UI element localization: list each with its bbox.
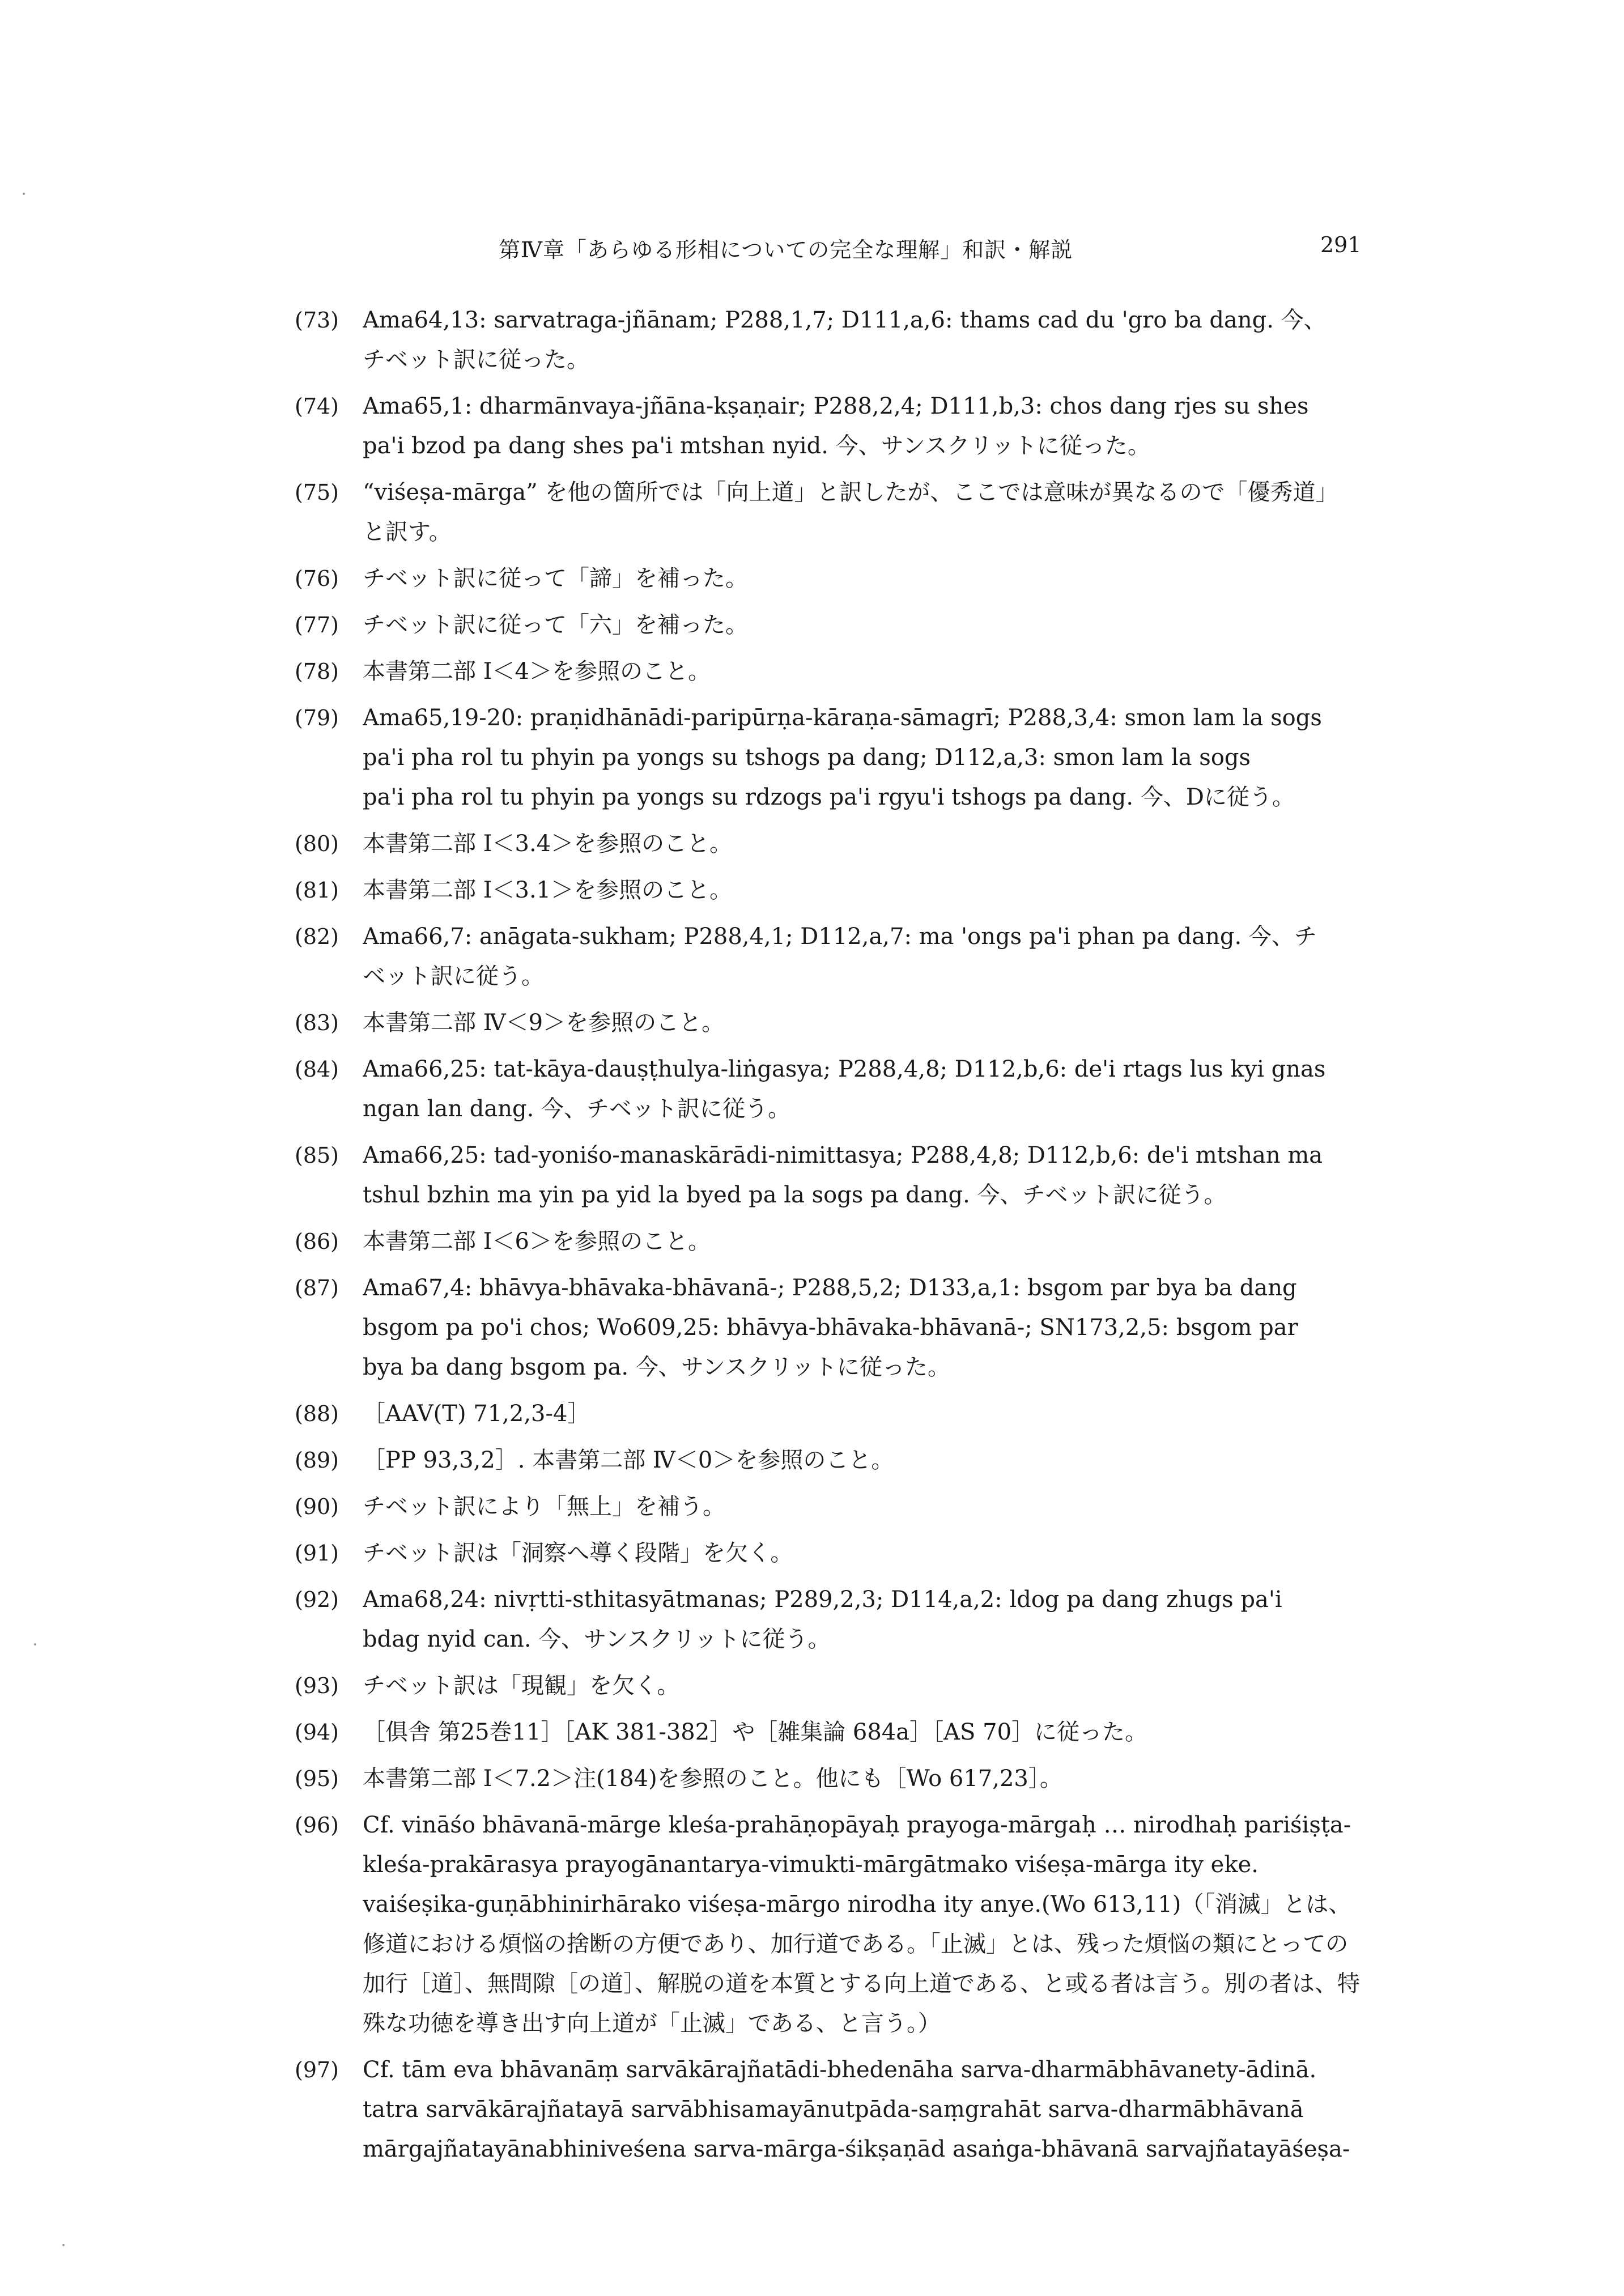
endnote-number: (87) [295, 1275, 339, 1300]
endnote-text [329, 1759, 1394, 1798]
endnote-line: ベット訳に従う。 [363, 963, 544, 989]
endnote-number: (74) [295, 394, 339, 419]
endnote-line: bsgom pa po'i chos; Wo609,25: bhāvya-bhāvaka-bhāvanā-; SN173,2,5: bsgom par [363, 1315, 1298, 1341]
endnote-number: (73) [295, 308, 339, 333]
page-number: 291 [1320, 232, 1362, 257]
endnote-line: チベット訳に従った。 [363, 347, 589, 373]
endnote-line: ngan lan dang. 今、チベット訳に従う。 [363, 1096, 791, 1122]
endnote-number: (79) [295, 705, 339, 730]
endnote-number: (97) [295, 2057, 339, 2082]
endnote-line: チベット訳に従って「諦」を補った。 [363, 566, 748, 592]
endnote-number: (95) [295, 1766, 339, 1791]
endnote [295, 2050, 1394, 2169]
endnote-line: bdag nyid can. 今、サンスクリットに従う。 [363, 1626, 831, 1652]
endnote-line: Cf. tām eva bhāvanāṃ sarvākārajñatādi-bhedenāha sarva-dharmābhāvanety-ādinā. [363, 2057, 1317, 2083]
endnote-text [329, 1805, 1394, 2043]
endnote-line: Ama66,25: tat-kāya-dauṣṭhulya-liṅgasya; P288,4,8; D112,b,6: de'i rtags lus kyi gnas [363, 1056, 1326, 1082]
endnote-line: チベット訳に従って「六」を補った。 [363, 612, 748, 638]
endnote-text [329, 473, 1394, 552]
endnote [295, 473, 1394, 552]
endnote-number: (94) [295, 1720, 339, 1745]
endnote [295, 1394, 1394, 1434]
endnote-text [329, 652, 1394, 691]
endnote [295, 386, 1394, 466]
endnote-line: Ama65,19-20: praṇidhānādi-paripūrṇa-kāraṇa-sāmagrī; P288,3,4: smon lam la sogs [363, 705, 1322, 731]
endnote [295, 1666, 1394, 1706]
endnote-line: 本書第二部 Ⅰ＜6＞を参照のこと。 [363, 1228, 711, 1255]
endnote-line: と訳す。 [363, 519, 452, 545]
endnote-text [329, 870, 1394, 910]
endnote [295, 1580, 1394, 1659]
endnote-text [329, 1580, 1394, 1659]
endnote-number: (91) [295, 1541, 339, 1566]
endnote-line: tshul bzhin ma yin pa yid la byed pa la sogs pa dang. 今、チベット訳に従う。 [363, 1182, 1227, 1208]
endnote-line: ［AAV(T) 71,2,3-4］ [363, 1401, 590, 1427]
endnote-line: pa'i bzod pa dang shes pa'i mtshan nyid. 今、サンスクリットに従った。 [363, 433, 1150, 459]
endnote-number: (76) [295, 566, 339, 591]
endnote-line: Ama67,4: bhāvya-bhāvaka-bhāvanā-; P288,5,2; D133,a,1: bsgom par bya ba dang [363, 1275, 1297, 1301]
endnote [295, 824, 1394, 864]
endnote-line: vaiśeṣika-guṇābhinirhārako viśeṣa-mārgo nirodha ity anye.(Wo 613,11)（「消滅」とは、 [363, 1891, 1351, 1917]
endnote [295, 300, 1394, 380]
endnote-line: 修道における煩悩の捨断の方便であり、加行道である。「止滅」とは、残った煩悩の類にとっての [363, 1931, 1349, 1957]
endnote-number: (84) [295, 1057, 339, 1082]
endnote-line: チベット訳は「現観」を欠く。 [363, 1673, 680, 1699]
endnote-line: Ama64,13: sarvatraga-jñānam; P288,1,7; D111,a,6: thams cad du 'gro ba dang. 今、 [363, 307, 1327, 333]
endnote-text [329, 1533, 1394, 1573]
endnote-number: (78) [295, 659, 339, 684]
endnote-line: 本書第二部 Ⅰ＜4＞を参照のこと。 [363, 658, 711, 684]
endnote-number: (88) [295, 1401, 339, 1426]
page-header [0, 232, 1624, 272]
running-header-title: 第Ⅳ章「あらゆる形相についての完全な理解」和訳・解説 [499, 237, 1073, 262]
endnote [295, 1222, 1394, 1261]
scan-speck [23, 193, 25, 195]
endnote-line: kleśa-prakārasya prayogānantarya-vimukti-mārgātmako viśeṣa-mārga ity eke. [363, 1852, 1259, 1878]
endnote [295, 605, 1394, 645]
endnote-text [329, 300, 1394, 380]
endnote-number: (96) [295, 1813, 339, 1838]
endnote-text [329, 1268, 1394, 1387]
endnote-number: (86) [295, 1229, 339, 1254]
endnote-text [329, 1222, 1394, 1261]
endnote-number: (90) [295, 1494, 339, 1519]
endnote [295, 698, 1394, 817]
endnote-line: 本書第二部 Ⅳ＜9＞を参照のこと。 [363, 1010, 725, 1036]
endnote-line: 加行［道］、無間隙［の道］、解脱の道を本質とする向上道である、と或る者は言う。別の者は、特 [363, 1971, 1360, 1997]
endnote-number: (80) [295, 831, 339, 856]
endnote-line: チベット訳により「無上」を補う。 [363, 1494, 725, 1520]
endnote-number: (92) [295, 1587, 339, 1612]
endnote-line: pa'i pha rol tu phyin pa yongs su rdzogs pa'i rgyu'i tshogs pa dang. 今、Dに従う。 [363, 784, 1295, 810]
endnote-number: (93) [295, 1673, 339, 1698]
endnote [295, 1712, 1394, 1752]
endnote-line: ［俱舎 第25巻11］［AK 381-382］や［雑集論 684a］［AS 70］に従った。 [363, 1719, 1148, 1745]
endnote-text [329, 917, 1394, 996]
endnote [295, 1136, 1394, 1215]
endnotes-list [0, 300, 1624, 2176]
endnote-text [329, 1487, 1394, 1527]
endnote-line: bya ba dang bsgom pa. 今、サンスクリットに従った。 [363, 1354, 951, 1380]
endnote-number: (77) [295, 613, 339, 637]
endnote [295, 1533, 1394, 1573]
endnote-line: 本書第二部 Ⅰ＜3.1＞を参照のこと。 [363, 877, 733, 903]
endnote-number: (82) [295, 924, 339, 949]
endnote-text [329, 1049, 1394, 1129]
endnote-line: Ama66,7: anāgata-sukham; P288,4,1; D112,a,7: ma 'ongs pa'i phan pa dang. 今、チ [363, 924, 1317, 950]
endnote [295, 1805, 1394, 2043]
endnote [295, 1759, 1394, 1798]
endnote-text [329, 1712, 1394, 1752]
endnote-line: チベット訳は「洞察へ導く段階」を欠く。 [363, 1540, 793, 1566]
endnote-text [329, 605, 1394, 645]
endnote-line: 殊な功徳を導き出す向上道が「止滅」である、と言う。） [363, 2010, 941, 2036]
endnote [295, 1440, 1394, 1480]
scan-speck [34, 1643, 36, 1646]
endnote-text [329, 1394, 1394, 1434]
endnote-line: tatra sarvākārajñatayā sarvābhisamayānutpāda-saṃgrahāt sarva-dharmābhāvanā [363, 2097, 1304, 2123]
endnote-line: “viśeṣa-mārga” を他の箇所では「向上道」と訳したが、ここでは意味が異なるので「優秀道」 [363, 479, 1338, 505]
endnote-number: (89) [295, 1448, 339, 1473]
endnote-text [329, 824, 1394, 864]
scan-speck [62, 2244, 65, 2246]
endnote-number: (83) [295, 1010, 339, 1035]
endnote-number: (85) [295, 1143, 339, 1168]
endnote-text [329, 1666, 1394, 1706]
endnote-text [329, 698, 1394, 817]
endnote-number: (75) [295, 480, 339, 505]
endnote-line: mārgajñatayānabhiniveśena sarva-mārga-śikṣaṇād asaṅga-bhāvanā sarvajñatayāśeṣa- [363, 2136, 1350, 2162]
endnote-line: Ama65,1: dharmānvaya-jñāna-kṣaṇair; P288,2,4; D111,b,3: chos dang rjes su shes [363, 393, 1309, 419]
endnote-line: 本書第二部 Ⅰ＜7.2＞注(184)を参照のこと。他にも［Wo 617,23］。 [363, 1766, 1062, 1792]
endnote-text [329, 386, 1394, 466]
endnote-line: Ama68,24: nivṛtti-sthitasyātmanas; P289,2,3; D114,a,2: ldog pa dang zhugs pa'i [363, 1587, 1282, 1613]
endnote [295, 652, 1394, 691]
endnote [295, 917, 1394, 996]
endnote-line: Cf. vināśo bhāvanā-mārge kleśa-prahāṇopāyaḥ prayoga-mārgaḥ … nirodhaḥ pariśiṣṭa- [363, 1812, 1351, 1838]
endnote-line: pa'i pha rol tu phyin pa yongs su tshogs pa dang; D112,a,3: smon lam la sogs [363, 745, 1251, 771]
endnote [295, 559, 1394, 598]
endnote [295, 1049, 1394, 1129]
endnote [295, 1003, 1394, 1043]
endnote [295, 1487, 1394, 1527]
endnote-text [329, 1003, 1394, 1043]
endnote [295, 870, 1394, 910]
endnote-text [329, 2050, 1394, 2169]
endnote-number: (81) [295, 878, 339, 903]
endnote-line: 本書第二部 Ⅰ＜3.4＞を参照のこと。 [363, 831, 733, 857]
endnote-line: ［PP 93,3,2］. 本書第二部 Ⅳ＜0＞を参照のこと。 [363, 1447, 894, 1473]
endnote-text [329, 1440, 1394, 1480]
endnote-text [329, 559, 1394, 598]
endnote [295, 1268, 1394, 1387]
endnote-line: Ama66,25: tad-yoniśo-manaskārādi-nimittasya; P288,4,8; D112,b,6: de'i mtshan ma [363, 1142, 1323, 1168]
endnote-text [329, 1136, 1394, 1215]
